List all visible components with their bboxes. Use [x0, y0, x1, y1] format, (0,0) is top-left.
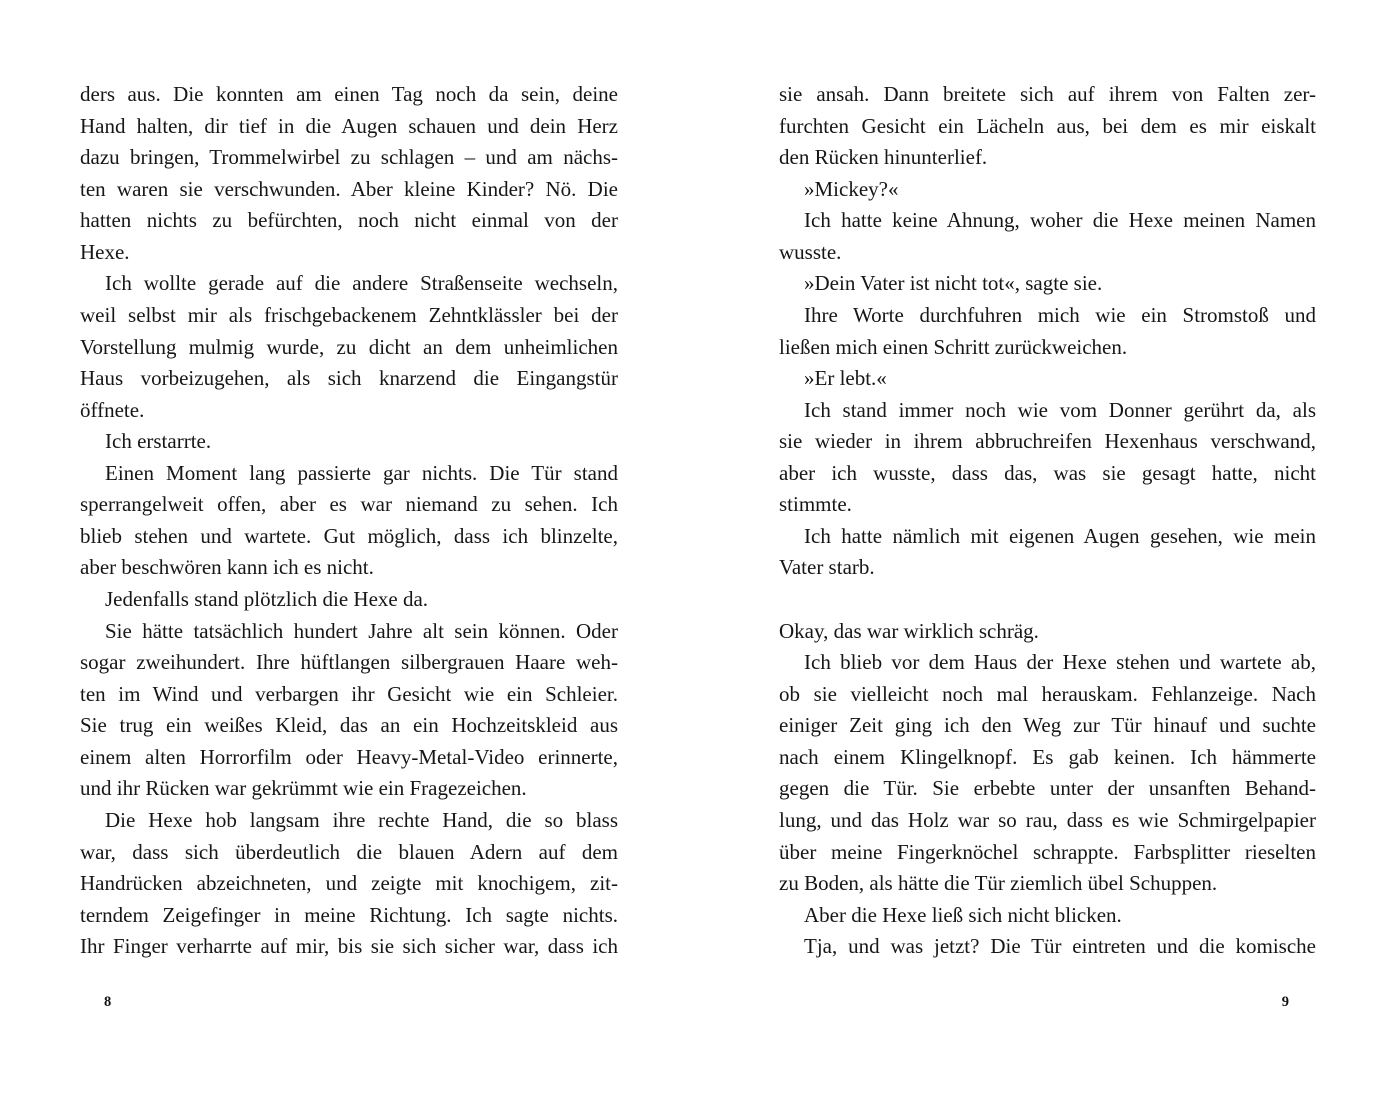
text-line: sogar zweihundert. Ihre hüftlangen silbergrauen Haare weh- — [80, 650, 618, 675]
page-right — [697, 0, 1394, 1105]
text-line: Ihre Worte durchfuhren mich wie ein Stromstoß und — [804, 302, 1316, 327]
text-line: Tja, und was jetzt? Die Tür eintreten und die komische — [804, 934, 1316, 959]
page-left-text — [80, 79, 618, 963]
text-line: Vater starb. — [779, 555, 875, 580]
text-line: Ich erstarrte. — [105, 429, 212, 454]
text-line: Ich wollte gerade auf die andere Straßenseite wechseln, — [105, 271, 618, 296]
text-line: stimmte. — [779, 492, 852, 517]
text-line: Jedenfalls stand plötzlich die Hexe da. — [105, 587, 429, 611]
text-line: einem alten Horrorfilm oder Heavy-Metal-Video erinnerte, — [80, 744, 618, 769]
text-line: gegen die Tür. Sie erbebte unter der unsanften Behand- — [779, 776, 1316, 801]
text-line: ten waren sie verschwunden. Aber kleine Kinder? Nö. Die — [80, 176, 618, 201]
text-line: öffnete. — [80, 397, 145, 422]
page-right-text — [779, 79, 1316, 963]
text-line: »Dein Vater ist nicht tot«, sagte sie. — [804, 271, 1103, 296]
text-line: Ihr Finger verharrte auf mir, bis sie sich sicher war, dass ich — [80, 934, 618, 959]
text-line: Sie trug ein weißes Kleid, das an ein Hochzeitskleid aus — [80, 713, 618, 738]
text-line: aber ich wusste, dass das, was sie gesagt hatte, nicht — [779, 460, 1316, 485]
text-line: lung, und das Holz war so rau, dass es wie Schmirgelpapier — [779, 807, 1316, 832]
text-line: ten im Wind und verbargen ihr Gesicht wie ein Schleier. — [80, 681, 618, 706]
text-line: Ich blieb vor dem Haus der Hexe stehen und wartete ab, — [804, 650, 1316, 675]
text-line: dazu bringen, Trommelwirbel zu schlagen – und am nächs- — [80, 145, 618, 170]
text-line: ließen mich einen Schritt zurückweichen. — [779, 334, 1128, 359]
page-number-right: 9 — [1281, 994, 1289, 1010]
text-line: über meine Fingerknöchel schrappte. Farbsplitter rieselten — [779, 839, 1316, 864]
text-line: war, dass sich überdeutlich die blauen Adern auf dem — [80, 839, 618, 864]
text-line: wusste. — [779, 239, 842, 264]
text-line: hatten nichts zu befürchten, noch nicht einmal von der — [80, 208, 618, 233]
text-line: Handrücken abzeichneten, und zeigte mit knochigem, zit- — [80, 871, 618, 896]
text-line: ob sie vielleicht noch mal herauskam. Fehlanzeige. Nach — [779, 681, 1316, 706]
text-line: ders aus. Die konnten am einen Tag noch da sein, deine — [80, 82, 618, 106]
text-line: Vorstellung mulmig wurde, zu dicht an dem unheimlichen — [80, 334, 618, 359]
text-line: zu Boden, als hätte die Tür ziemlich übel Schuppen. — [779, 871, 1218, 896]
text-line: Hand halten, dir tief in die Augen schauen und dein Herz — [80, 113, 618, 138]
text-line: Okay, das war wirklich schräg. — [779, 618, 1039, 643]
text-line: Die Hexe hob langsam ihre rechte Hand, die so blass — [105, 807, 618, 832]
text-line: Haus vorbeizugehen, als sich knarzend die Eingangstür — [80, 366, 618, 391]
text-line: Ich hatte keine Ahnung, woher die Hexe meinen Namen — [804, 208, 1316, 233]
text-line: aber beschwören kann ich es nicht. — [80, 555, 374, 580]
text-line: den Rücken hinunterlief. — [779, 145, 988, 170]
text-line: Hexe. — [80, 239, 130, 264]
text-line: Sie hätte tatsächlich hundert Jahre alt sein können. Oder — [105, 618, 618, 643]
text-line: Ich hatte nämlich mit eigenen Augen gesehen, wie mein — [804, 523, 1316, 548]
text-line: Einen Moment lang passierte gar nichts. Die Tür stand — [105, 460, 618, 485]
section-break — [779, 584, 1316, 616]
text-line: furchten Gesicht ein Lächeln aus, bei dem es mir eiskalt — [779, 113, 1316, 138]
text-line: und ihr Rücken war gekrümmt wie ein Fragezeichen. — [80, 776, 527, 801]
text-line: blieb stehen und wartete. Gut möglich, dass ich blinzelte, — [80, 523, 618, 548]
text-line: einiger Zeit ging ich den Weg zur Tür hinauf und suchte — [779, 713, 1316, 738]
text-line: sperrangelweit offen, aber es war niemand zu sehen. Ich — [80, 492, 618, 517]
text-line: sie ansah. Dann breitete sich auf ihrem von Falten zer- — [779, 82, 1316, 106]
page-number-left: 8 — [104, 994, 112, 1010]
text-line: terndem Zeigefinger in meine Richtung. Ich sagte nichts. — [80, 902, 618, 927]
text-line: »Er lebt.« — [804, 366, 887, 391]
text-line: sie wieder in ihrem abbruchreifen Hexenhaus verschwand, — [779, 429, 1316, 454]
text-line: weil selbst mir als frischgebackenem Zehntklässler bei der — [80, 302, 618, 327]
text-line: Aber die Hexe ließ sich nicht blicken. — [804, 902, 1122, 927]
text-line: Ich stand immer noch wie vom Donner gerührt da, als — [804, 397, 1316, 422]
text-line: nach einem Klingelknopf. Es gab keinen. Ich hämmerte — [779, 744, 1316, 769]
text-line: »Mickey?« — [804, 176, 899, 201]
